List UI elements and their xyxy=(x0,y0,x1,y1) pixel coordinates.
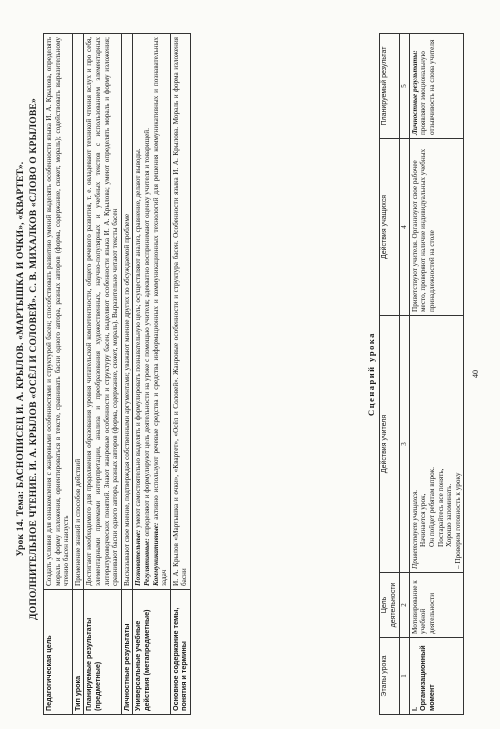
regulatory-text: определяют и формулируют цель деятельности на уроке с помощью учителя; адекватно воспринимают оценку учителя и товарищей. xyxy=(142,128,151,537)
lesson-title-line-1: Урок 14. Тема: БАСНОПИСЕЦ И. А. КРЫЛОВ. «МАРТЫШКА И ОЧКИ», «КВАРТЕТ». xyxy=(16,161,26,557)
scenario-heading: Сценарий урока xyxy=(366,332,376,416)
cognitive-label: Познавательные: xyxy=(134,529,143,586)
row-label-universal-actions: Универсальные учебные действия (метапредметные) xyxy=(133,590,170,715)
teacher-greeting: Приветствует учащихся. xyxy=(410,489,419,569)
row-label-subject-results: Планируемые результаты (предметные) xyxy=(84,590,121,715)
table-row xyxy=(409,34,464,715)
regulatory-label: Регулятивные: xyxy=(142,538,151,586)
row-text-personal-results: Высказывают свое мнение, подтверждая собственными аргументами; уважают мнение других по обсуждаемой проблеме xyxy=(121,34,133,590)
col-header-teacher: Действия учителя xyxy=(380,316,400,573)
col-number: 3 xyxy=(400,316,410,573)
page-number: 40 xyxy=(471,370,480,378)
col-header-result: Планируемый результат xyxy=(380,34,400,139)
row-text-universal-actions xyxy=(133,34,170,590)
col-header-students: Действия учащихся xyxy=(380,139,400,316)
teacher-line: Начинается урок, xyxy=(419,493,428,547)
result-cell xyxy=(409,34,464,139)
row-text-pedagogical-goal: Создать условия для ознакомления с жанровыми особенностями и структурой басен; способствовать развитию умений выделять особенности языка И. А. Крылова, определять мораль и форму изложения, ориентироваться в тексте, сравнивать басни одного автора, разных авторов (форма, содержание, сюжет, мораль); содействовать выразительному чтению басен наизусть xyxy=(44,34,73,590)
communicative-label: Коммуникативные: xyxy=(151,522,160,586)
table-row xyxy=(121,34,133,715)
table-row xyxy=(44,34,73,715)
communicative-text: активно используют речевые средства и средства информационных и коммуникационных технологий для решения коммуникативных и познавательных задач xyxy=(151,37,169,586)
col-number: 1 xyxy=(400,638,410,715)
row-label-main-content: Основное содержание темы, понятия и термины xyxy=(170,590,190,715)
teacher-line: Постарайтесь все понять, xyxy=(436,468,445,547)
col-number: 2 xyxy=(400,573,410,638)
lesson-info-table xyxy=(43,33,191,715)
row-label-pedagogical-goal: Педагогическая цель xyxy=(44,590,73,715)
teacher-line: Хорошо запоминать. xyxy=(445,483,454,547)
stage-cell: I. Организационный момент xyxy=(409,638,464,715)
row-text-subject-results: Достигают необходимого для продолжения образования уровня читательской компетентности, общего речевого развития, т. е. овладевают техникой чтения вслух и про себя, элементарными приемами интерпретации, анализа и преобразования художественных, научно-популярных и учебных текстов с использованием элементарных литературоведческих понятий. Знают жанровые особенности и структуру басен, выделяют особенности языка И. А. Крылова; умеют определять мораль и форму изложения; сравнивают басни одного автора, разных авторов (форма, содержание, сюжет, мораль). Выразительно читают тексты басен xyxy=(84,34,121,590)
row-text-lesson-type: Применение знаний и способов действий xyxy=(72,34,84,590)
col-header-stages: Этапы урока xyxy=(380,638,400,715)
row-label-personal-results: Личностные результаты xyxy=(121,590,133,715)
teacher-line: – Проверим готовность к уроку xyxy=(453,472,462,569)
result-label: Личностные результаты: xyxy=(410,50,419,135)
result-text: проявляют эмоциональную отзывчивость на слова учителя xyxy=(419,39,436,135)
teacher-line: Он пойдет ребятам впрок. xyxy=(427,467,436,547)
table-header-row xyxy=(380,34,400,715)
lesson-scenario-table xyxy=(379,33,464,715)
goal-cell: Мотивирование к учебной деятельности xyxy=(409,573,464,638)
table-row xyxy=(84,34,121,715)
teacher-cell xyxy=(409,316,464,573)
lesson-title-line-2: ДОПОЛНИТЕЛЬНОЕ ЧТЕНИЕ. И. А. КРЫЛОВ «ОСЁЛ И СОЛОВЕЙ». С. В. МИХАЛКОВ «СЛОВО О КРЫЛОВЕ» xyxy=(29,98,39,620)
col-number: 4 xyxy=(400,139,410,316)
table-row xyxy=(170,34,190,715)
students-cell: Приветствуют учителя. Организуют свое рабочее место, проверяют наличие индивидуальных учебных принадлежностей на столе xyxy=(409,139,464,316)
table-row xyxy=(72,34,84,715)
row-label-lesson-type: Тип урока xyxy=(72,590,84,715)
cognitive-text: умеют самостоятельно выделять и формулировать познавательную цель; осуществляют анализ, сравнение, делают выводы. xyxy=(134,148,143,528)
col-number: 5 xyxy=(400,34,410,139)
col-header-goal: Цель деятельности xyxy=(380,573,400,638)
table-row xyxy=(133,34,170,715)
column-number-row xyxy=(400,34,410,715)
row-text-main-content: И. А. Крылов «Мартышка и очки», «Квартет», «Осёл и Соловей». Жанровые особенности и структура басен. Особенности языка И. А. Крылова. Мораль и форма изложения басни xyxy=(170,34,190,590)
